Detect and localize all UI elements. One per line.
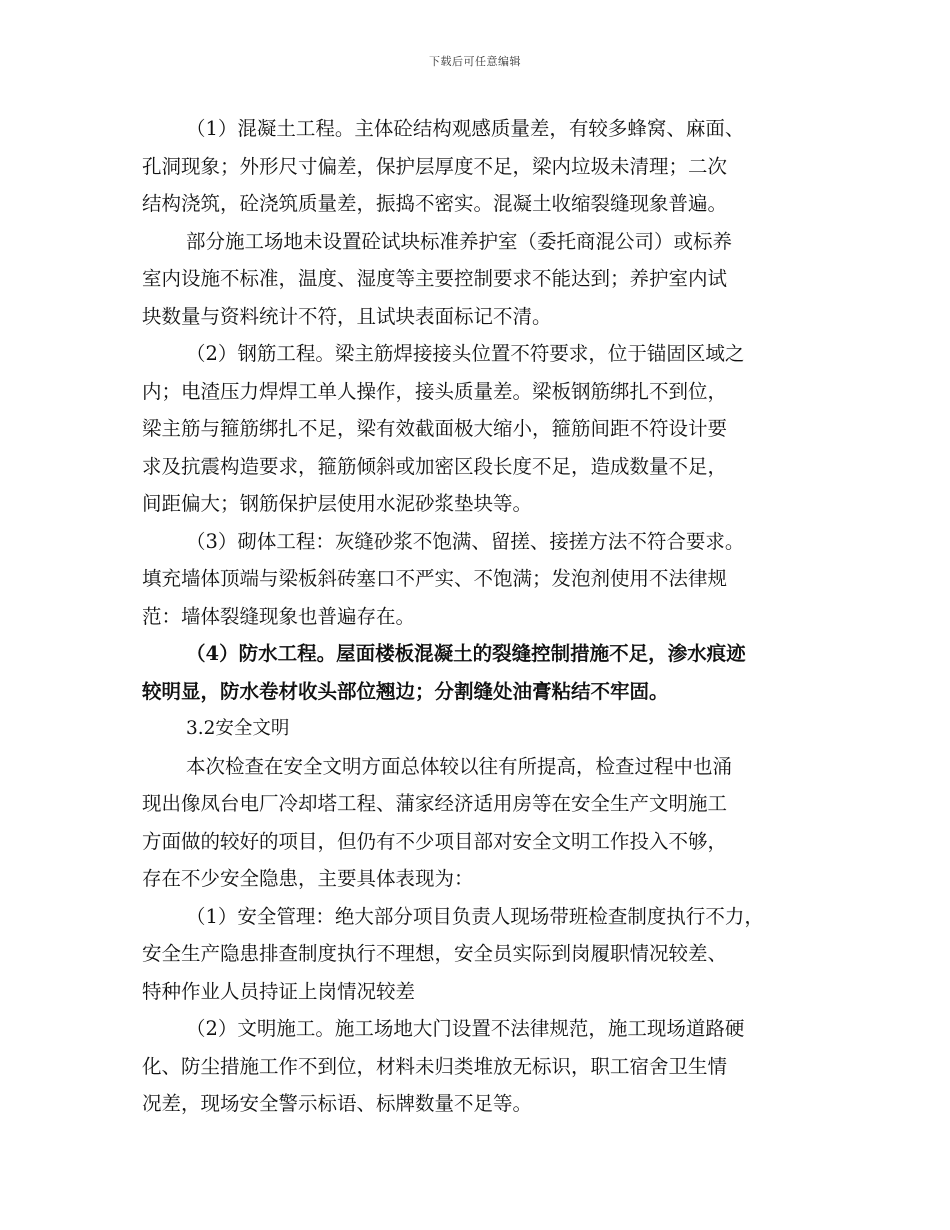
text-line: 梁主筋与箍筋绑扎不足，梁有效截面极大缩小，箍筋间距不符设计要: [142, 417, 728, 440]
text-line: （3）砌体工程：灰缝砂浆不饱满、留搓、接搓方法不符合要求。: [186, 529, 745, 553]
text-line: 室内设施不标准，温度、湿度等主要控制要求不能达到；养护室内试: [142, 267, 728, 290]
text-line: 内；电渣压力焊焊工单人操作，接头质量差。梁板钢筋绑扎不到位，: [142, 379, 728, 403]
text-line: 部分施工场地未设置砼试块标准养护室（委托商混公司）或标养: [186, 229, 733, 253]
text-line: 特种作业人员持证上岗情况较差: [142, 979, 416, 1003]
text-line: 方面做的较好的项目，但仍有不少项目部对安全文明工作投入不够，: [142, 829, 728, 853]
text-line: 填充墙体顶端与梁板斜砖塞口不严实、不饱满；发泡剂使用不法律规: [142, 567, 728, 590]
text-line: （1）混凝土工程。主体砼结构观感质量差，有较多蜂窝、麻面、: [186, 117, 745, 140]
text-line: （2）文明施工。施工场地大门设置不法律规范，施工现场道路硬: [186, 1017, 745, 1040]
text-line: （1）安全管理：绝大部分项目负责人现场带班检查制度执行不力，: [186, 904, 764, 928]
document-body: [142, 110, 812, 1123]
text-line: 较明显，防水卷材收头部位翘边；分割缝处油膏粘结不牢固。: [142, 679, 669, 703]
text-line: 存在不少安全隐患，主要具体表现为：: [142, 867, 474, 890]
text-line: 求及抗震构造要求，箍筋倾斜或加密区段长度不足，造成数量不足，: [142, 454, 728, 478]
text-line: （4）防水工程。屋面楼板混凝土的裂缝控制措施不足，渗水痕迹: [186, 642, 746, 665]
text-line: 化、防尘措施工作不到位，材料未归类堆放无标识，职工宿舍卫生情: [142, 1054, 728, 1078]
text-line: 安全生产隐患排查制度执行不理想，安全员实际到岗履职情况较差、: [142, 942, 728, 965]
text-line: 孔洞现象；外形尺寸偏差，保护层厚度不足，梁内垃圾未清理；二次: [142, 154, 728, 178]
text-line: 本次检查在安全文明方面总体较以往有所提高，检查过程中也涌: [186, 754, 733, 778]
section-heading: 3.2安全文明: [186, 718, 290, 739]
text-line: （2）钢筋工程。梁主筋焊接接头位置不符要求，位于锚固区域之: [186, 342, 745, 365]
text-line: 况差，现场安全警示标语、标牌数量不足等。: [142, 1092, 533, 1115]
text-line: 间距偏大；钢筋保护层使用水泥砂浆垫块等。: [142, 492, 533, 515]
text-line: 范：墙体裂缝现象也普遍存在。: [142, 604, 416, 628]
text-line: 现出像凤台电厂冷却塔工程、蒲家经济适用房等在安全生产文明施工: [142, 792, 728, 815]
text-line: 块数量与资料统计不符，且试块表面标记不清。: [142, 304, 552, 328]
page-header-note: 下载后可任意编辑: [429, 55, 521, 68]
text-line: 结构浇筑，砼浇筑质量差，振捣不密实。混凝土收缩裂缝现象普遍。: [142, 192, 728, 215]
